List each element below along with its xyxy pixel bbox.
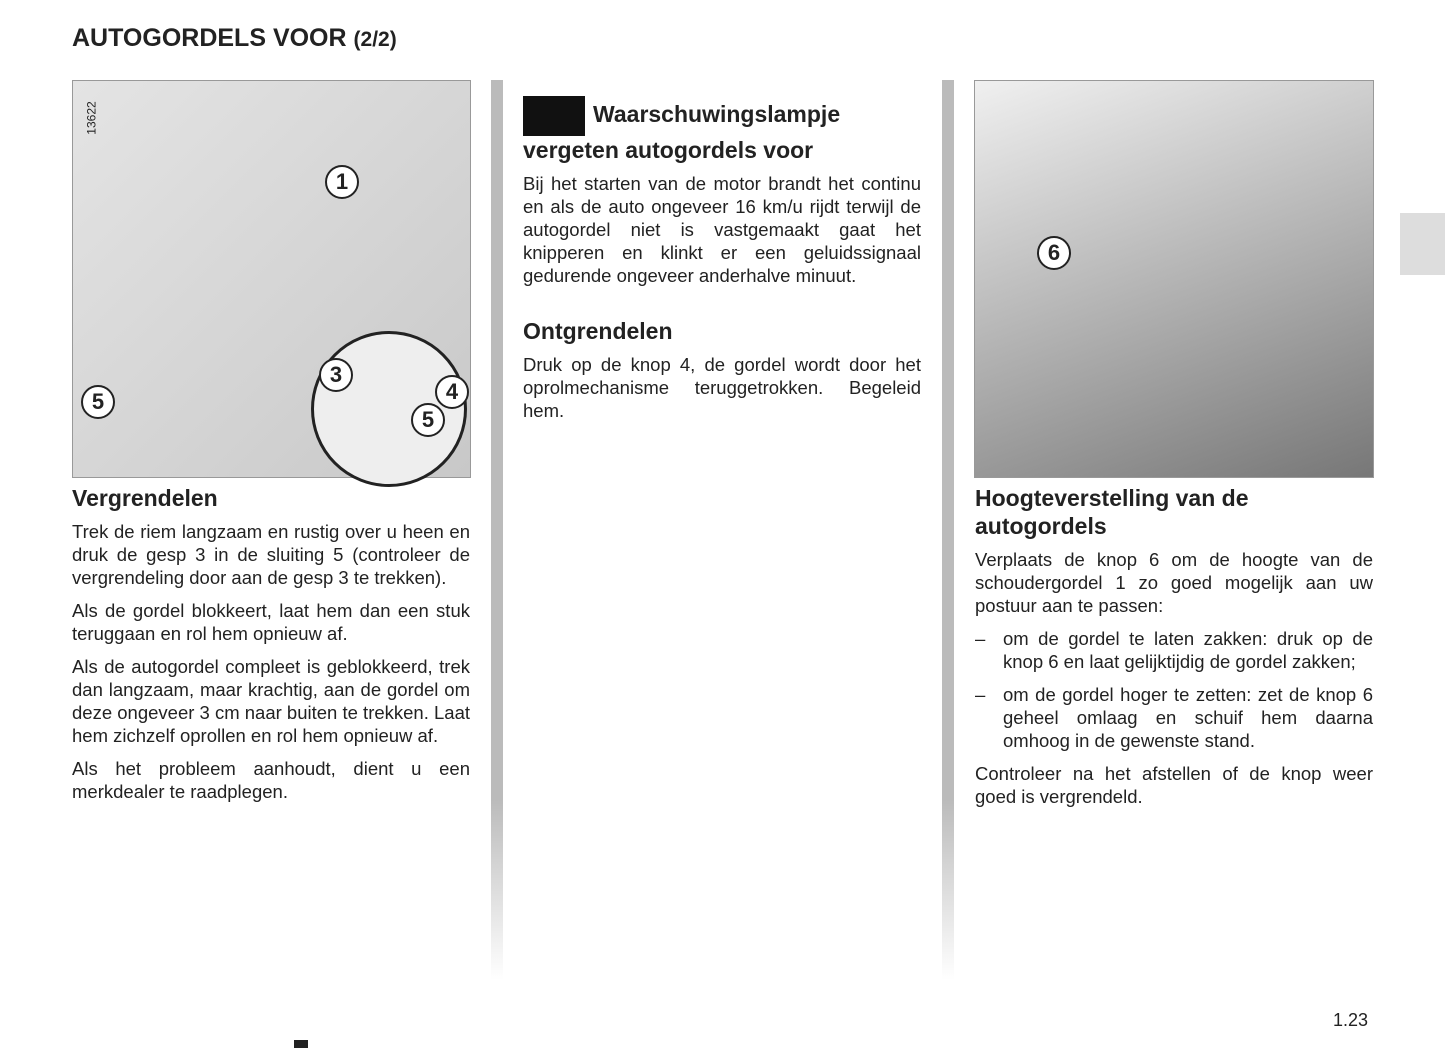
callout-4: 4 <box>435 375 469 409</box>
callout-3: 3 <box>319 358 353 392</box>
paragraph: Als de gordel blokkeert, laat hem dan een stuk teruggaan en rol hem opnieuw af. <box>72 600 470 644</box>
paragraph: Controleer na het afstellen of de knop weer goed is vergrendeld. <box>975 763 1373 807</box>
callout-5: 5 <box>81 385 115 419</box>
seatbelt-illustration <box>72 80 471 478</box>
heading-vergrendelen: Vergrendelen <box>72 485 218 511</box>
seatbelt-warning-icon <box>523 96 585 136</box>
paragraph: Druk op de knop 4, de gordel wordt door het oprolmechanisme teruggetrokken. Begeleid hem. <box>523 354 921 421</box>
callout-6: 6 <box>1037 236 1071 270</box>
section-tab <box>1400 213 1445 275</box>
paragraph: Trek de riem langzaam en rustig over u heen en druk de gesp 3 in de sluiting 5 (controleer de vergrendeling door aan de gesp 3 te trekken). <box>72 521 470 588</box>
heading-ontgrendelen: Ontgrendelen <box>523 318 673 344</box>
heading-hoogteverstelling: Hoogteverstelling van de autogordels <box>975 485 1249 539</box>
callout-1: 1 <box>325 165 359 199</box>
column-divider <box>942 80 954 980</box>
buckle-detail <box>311 331 467 487</box>
paragraph: Verplaats de knop 6 om de hoogte van de schoudergordel 1 zo goed mogelijk aan uw postuur aan te passen: <box>975 549 1373 616</box>
middle-column <box>523 96 921 432</box>
page-marker <box>294 1040 308 1048</box>
image-code: 13622 <box>84 101 99 135</box>
paragraph: Bij het starten van de motor brandt het continu en als de auto ongeveer 16 km/u rijdt terwijl de autogordel niet is vastgemaakt gaat het knipperen en klinkt er een geluidssignaal gedurende ongeveer anderhalve minuut. <box>523 173 921 286</box>
list-item: – om de gordel hoger te zetten: zet de knop 6 geheel omlaag en schuif hem daarna omhoog in de gewenste stand. <box>975 684 1373 751</box>
callout-5b: 5 <box>411 403 445 437</box>
belt-height-photo <box>974 80 1374 478</box>
list-item: – om de gordel te laten zakken: druk op de knop 6 en laat gelijktijdig de gordel zakken; <box>975 628 1373 672</box>
paragraph: Als de autogordel compleet is geblokkeerd, trek dan langzaam, maar krachtig, aan de gordel om deze ongeveer 3 cm naar buiten te trekken. Laat hem zichzelf oprollen en rol hem opnieuw af. <box>72 656 471 746</box>
left-column <box>72 484 470 813</box>
paragraph: Als het probleem aanhoudt, dient u een merkdealer te raadplegen. <box>72 758 470 802</box>
page-title: AUTOGORDELS VOOR (2/2) <box>72 24 397 52</box>
page-number: 1.23 <box>1333 1010 1369 1030</box>
heading-warning: Waarschuwingslampje vergeten autogordels voor <box>523 96 921 164</box>
column-divider <box>491 80 503 980</box>
right-column <box>975 484 1373 818</box>
